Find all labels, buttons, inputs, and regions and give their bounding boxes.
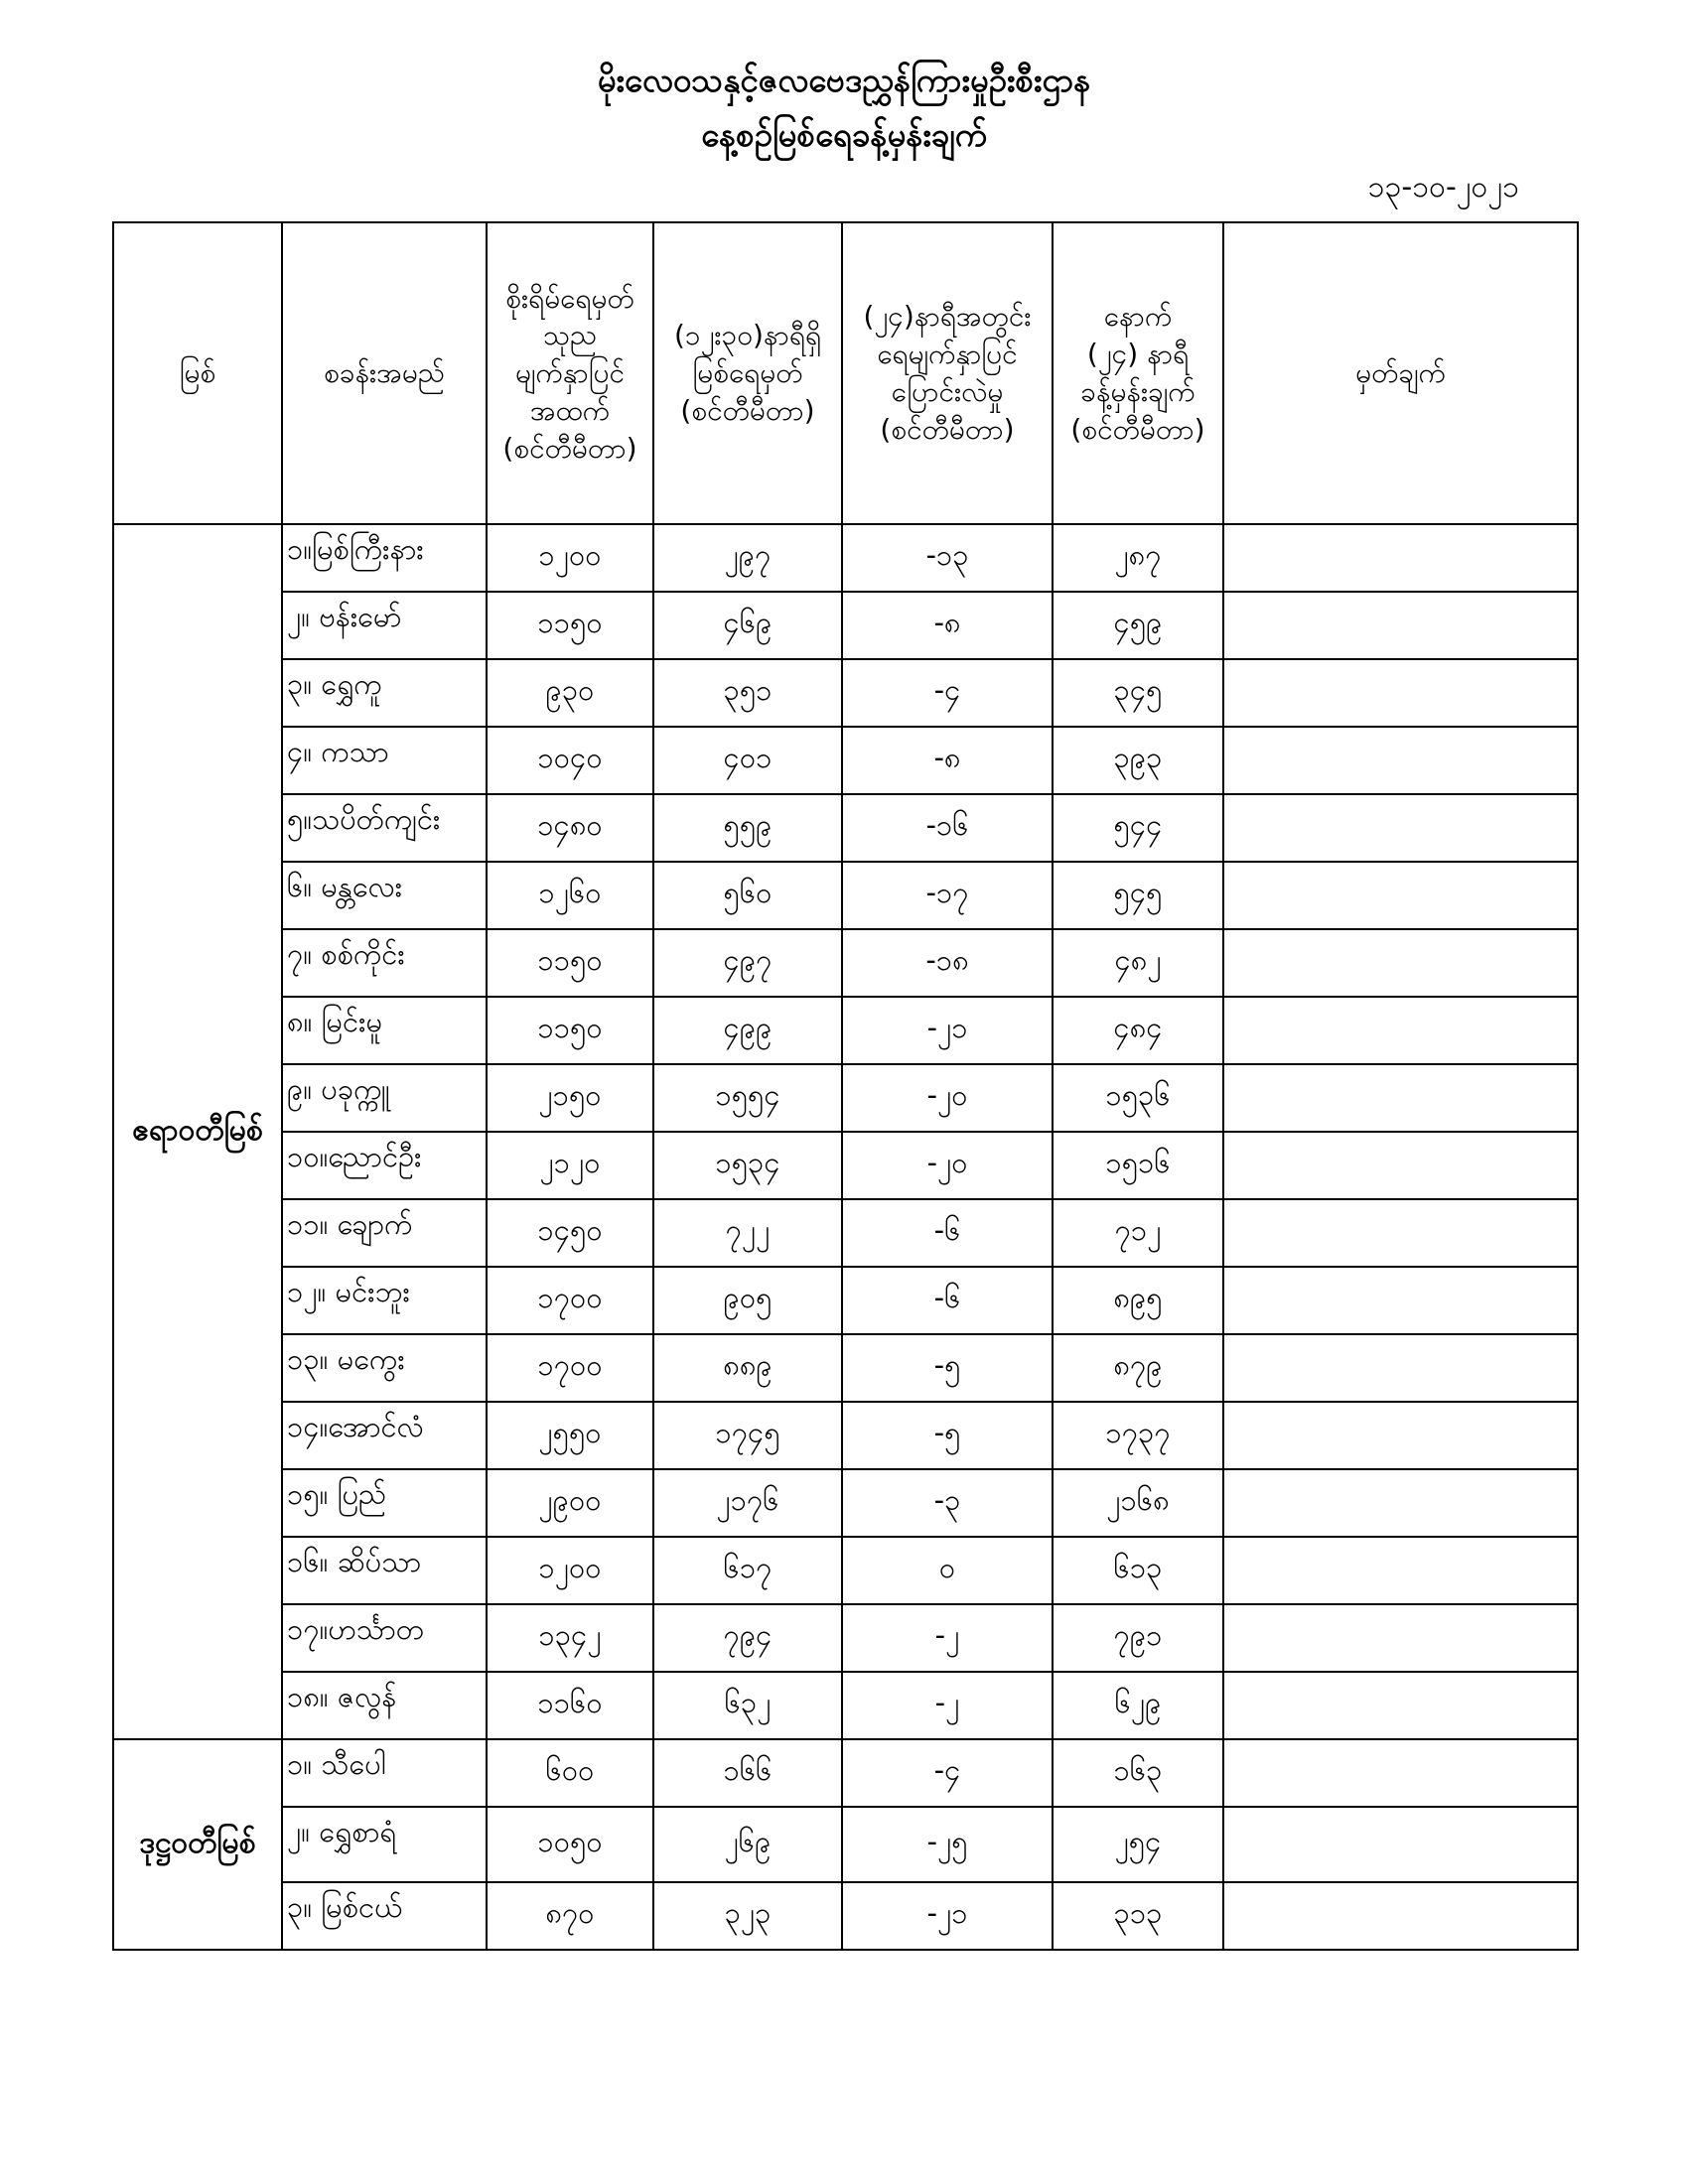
river-name: ဧရာဝတီမြစ် bbox=[113, 524, 282, 1739]
danger-level-cell: ၆၀၀ bbox=[487, 1739, 653, 1807]
table-row bbox=[113, 659, 1578, 727]
danger-level-cell: ၉၃၀ bbox=[487, 659, 653, 727]
remarks-cell bbox=[1223, 1199, 1578, 1267]
change-cell: -၂၀ bbox=[842, 1132, 1053, 1199]
station-name: ၁၄။အောင်လံ bbox=[282, 1402, 487, 1469]
remarks-cell bbox=[1223, 1469, 1578, 1537]
forecast-cell: ၇၉၁ bbox=[1053, 1604, 1223, 1672]
table-row bbox=[113, 1064, 1578, 1132]
remarks-cell bbox=[1223, 1604, 1578, 1672]
forecast-table bbox=[112, 221, 1579, 1951]
station-name: ၁၅။ ပြည် bbox=[282, 1469, 487, 1537]
change-cell: -၂ bbox=[842, 1672, 1053, 1739]
remarks-cell bbox=[1223, 1064, 1578, 1132]
water-level-cell: ၂၆၉ bbox=[653, 1807, 842, 1882]
forecast-cell: ၃၉၃ bbox=[1053, 727, 1223, 794]
water-level-cell: ၃၂၃ bbox=[653, 1882, 842, 1950]
danger-level-cell: ၁၁၅၀ bbox=[487, 592, 653, 659]
table-row bbox=[113, 727, 1578, 794]
remarks-cell bbox=[1223, 929, 1578, 997]
danger-level-cell: ၂၉၀၀ bbox=[487, 1469, 653, 1537]
water-level-cell: ၁၇၄၅ bbox=[653, 1402, 842, 1469]
water-level-cell: ၃၅၁ bbox=[653, 659, 842, 727]
table-row bbox=[113, 1604, 1578, 1672]
danger-level-cell: ၁၃၄၂ bbox=[487, 1604, 653, 1672]
station-name: ၉။ ပခုက္ကူ bbox=[282, 1064, 487, 1132]
header-remarks: မှတ်ချက် bbox=[1223, 222, 1578, 524]
table-row bbox=[113, 1267, 1578, 1334]
forecast-cell: ၁၆၃ bbox=[1053, 1739, 1223, 1807]
water-level-cell: ၄၀၁ bbox=[653, 727, 842, 794]
water-level-cell: ၄၉၉ bbox=[653, 997, 842, 1064]
page-subtitle: နေ့စဉ်မြစ်ရေခန့်မှန်းချက် bbox=[701, 115, 987, 154]
header-row bbox=[113, 222, 1578, 524]
remarks-cell bbox=[1223, 1334, 1578, 1402]
forecast-cell: ၅၄၅ bbox=[1053, 862, 1223, 929]
danger-level-cell: ၁၁၅၀ bbox=[487, 929, 653, 997]
forecast-cell: ၄၅၉ bbox=[1053, 592, 1223, 659]
change-cell: -၁၆ bbox=[842, 794, 1053, 862]
forecast-cell: ၇၁၂ bbox=[1053, 1199, 1223, 1267]
water-level-cell: ၂၁၇၆ bbox=[653, 1469, 842, 1537]
water-level-cell: ၄၉၇ bbox=[653, 929, 842, 997]
table-row bbox=[113, 1882, 1578, 1950]
remarks-cell bbox=[1223, 1672, 1578, 1739]
change-cell: -၅ bbox=[842, 1402, 1053, 1469]
danger-level-cell: ၁၁၅၀ bbox=[487, 997, 653, 1064]
station-name: ၁၁။ ချောက် bbox=[282, 1199, 487, 1267]
water-level-cell: ၅၆၀ bbox=[653, 862, 842, 929]
station-name: ၇။ စစ်ကိုင်း bbox=[282, 929, 487, 997]
header-danger-level: စိုးရိမ်ရေမှတ် သုည မျက်နှာပြင် အထက် (စင်တီမီတာ) bbox=[487, 222, 653, 524]
change-cell: -၈ bbox=[842, 727, 1053, 794]
station-name: ၄။ ကသာ bbox=[282, 727, 487, 794]
header-station: စခန်းအမည် bbox=[282, 222, 487, 524]
station-name: ၆။ မန္တလေး bbox=[282, 862, 487, 929]
remarks-cell bbox=[1223, 1882, 1578, 1950]
station-name: ၃။ ရွှေကူ bbox=[282, 659, 487, 727]
station-name: ၂။ ရွှေစာရံ bbox=[282, 1807, 487, 1882]
station-name: ၁၈။ ဇလွန် bbox=[282, 1672, 487, 1739]
station-name: ၁၆။ ဆိပ်သာ bbox=[282, 1537, 487, 1604]
station-name: ၁၂။ မင်းဘူး bbox=[282, 1267, 487, 1334]
river-name: ဒုဋ္ဌဝတီမြစ် bbox=[113, 1739, 282, 1950]
water-level-cell: ၆၁၇ bbox=[653, 1537, 842, 1604]
change-cell: -၂၀ bbox=[842, 1064, 1053, 1132]
station-name: ၃။ မြစ်ငယ် bbox=[282, 1882, 487, 1950]
danger-level-cell: ၂၅၅၀ bbox=[487, 1402, 653, 1469]
remarks-cell bbox=[1223, 1537, 1578, 1604]
table-row bbox=[113, 1672, 1578, 1739]
water-level-cell: ၈၈၉ bbox=[653, 1334, 842, 1402]
table-row bbox=[113, 929, 1578, 997]
header-river: မြစ် bbox=[113, 222, 282, 524]
danger-level-cell: ၁၂၀၀ bbox=[487, 524, 653, 592]
table-row bbox=[113, 1807, 1578, 1882]
remarks-cell bbox=[1223, 794, 1578, 862]
water-level-cell: ၄၆၉ bbox=[653, 592, 842, 659]
remarks-cell bbox=[1223, 1807, 1578, 1882]
table-row bbox=[113, 1402, 1578, 1469]
danger-level-cell: ၁၇၀၀ bbox=[487, 1334, 653, 1402]
station-name: ၁၀။ညောင်ဦး bbox=[282, 1132, 487, 1199]
table-row bbox=[113, 1469, 1578, 1537]
change-cell: -၂ bbox=[842, 1604, 1053, 1672]
table-row bbox=[113, 1132, 1578, 1199]
forecast-cell: ၃၁၃ bbox=[1053, 1882, 1223, 1950]
forecast-cell: ၅၄၄ bbox=[1053, 794, 1223, 862]
danger-level-cell: ၁၇၀၀ bbox=[487, 1267, 653, 1334]
remarks-cell bbox=[1223, 997, 1578, 1064]
change-cell: -၆ bbox=[842, 1267, 1053, 1334]
station-name: ၁။ သီပေါ bbox=[282, 1739, 487, 1807]
header-24h-change: (၂၄)နာရီအတွင်း ရေမျက်နှာပြင် ပြောင်းလဲမှု (စင်တီမီတာ) bbox=[842, 222, 1053, 524]
danger-level-cell: ၂၁၂၀ bbox=[487, 1132, 653, 1199]
table-row bbox=[113, 1537, 1578, 1604]
table-row bbox=[113, 1199, 1578, 1267]
water-level-cell: ၇၉၄ bbox=[653, 1604, 842, 1672]
forecast-cell: ၆၁၃ bbox=[1053, 1537, 1223, 1604]
water-level-cell: ၇၂၂ bbox=[653, 1199, 842, 1267]
table-row bbox=[113, 592, 1578, 659]
change-cell: -၃ bbox=[842, 1469, 1053, 1537]
change-cell: -၂၁ bbox=[842, 1882, 1053, 1950]
forecast-cell: ၂၅၄ bbox=[1053, 1807, 1223, 1882]
danger-level-cell: ၁၄၈၀ bbox=[487, 794, 653, 862]
forecast-cell: ၂၈၇ bbox=[1053, 524, 1223, 592]
water-level-cell: ၉၀၅ bbox=[653, 1267, 842, 1334]
danger-level-cell: ၁၄၅၀ bbox=[487, 1199, 653, 1267]
remarks-cell bbox=[1223, 524, 1578, 592]
danger-level-cell: ၁၂၀၀ bbox=[487, 1537, 653, 1604]
forecast-cell: ၃၄၅ bbox=[1053, 659, 1223, 727]
danger-level-cell: ၁၀၄၀ bbox=[487, 727, 653, 794]
report-date: ၁၃-၁၀-၂၀၂၁ bbox=[1367, 170, 1519, 205]
change-cell: -၁၈ bbox=[842, 929, 1053, 997]
forecast-cell: ၂၁၆၈ bbox=[1053, 1469, 1223, 1537]
change-cell: -၄ bbox=[842, 1739, 1053, 1807]
water-level-cell: ၁၅၅၄ bbox=[653, 1064, 842, 1132]
danger-level-cell: ၁၁၆၀ bbox=[487, 1672, 653, 1739]
water-level-cell: ၂၉၇ bbox=[653, 524, 842, 592]
change-cell: -၁၃ bbox=[842, 524, 1053, 592]
remarks-cell bbox=[1223, 1132, 1578, 1199]
table-row bbox=[113, 794, 1578, 862]
danger-level-cell: ၁၂၆၀ bbox=[487, 862, 653, 929]
forecast-cell: ၆၂၉ bbox=[1053, 1672, 1223, 1739]
station-name: ၅။သပိတ်ကျင်း bbox=[282, 794, 487, 862]
header-water-level: (၁၂း၃၀)နာရီရှိ မြစ်ရေမှတ် (စင်တီမီတာ) bbox=[653, 222, 842, 524]
table-row bbox=[113, 862, 1578, 929]
change-cell: ၀ bbox=[842, 1537, 1053, 1604]
change-cell: -၁၇ bbox=[842, 862, 1053, 929]
page-title: မိုးလေဝသနှင့်ဇလဗေဒညွှန်ကြားမှုဦးစီးဌာန bbox=[597, 61, 1091, 99]
remarks-cell bbox=[1223, 727, 1578, 794]
remarks-cell bbox=[1223, 592, 1578, 659]
forecast-cell: ၁၇၃၇ bbox=[1053, 1402, 1223, 1469]
table-row bbox=[113, 1739, 1578, 1807]
change-cell: -၈ bbox=[842, 592, 1053, 659]
forecast-cell: ၄၈၄ bbox=[1053, 997, 1223, 1064]
water-level-cell: ၁၆၆ bbox=[653, 1739, 842, 1807]
forecast-cell: ၁၅၃၆ bbox=[1053, 1064, 1223, 1132]
water-level-cell: ၁၅၃၄ bbox=[653, 1132, 842, 1199]
table-row bbox=[113, 1334, 1578, 1402]
change-cell: -၅ bbox=[842, 1334, 1053, 1402]
forecast-cell: ၁၅၁၆ bbox=[1053, 1132, 1223, 1199]
remarks-cell bbox=[1223, 1402, 1578, 1469]
remarks-cell bbox=[1223, 1267, 1578, 1334]
danger-level-cell: ၂၁၅၀ bbox=[487, 1064, 653, 1132]
table-row bbox=[113, 997, 1578, 1064]
station-name: ၁၇။ဟင်္သာတ bbox=[282, 1604, 487, 1672]
change-cell: -၂၁ bbox=[842, 997, 1053, 1064]
change-cell: -၄ bbox=[842, 659, 1053, 727]
forecast-cell: ၈၇၉ bbox=[1053, 1334, 1223, 1402]
remarks-cell bbox=[1223, 862, 1578, 929]
station-name: ၁။မြစ်ကြီးနား bbox=[282, 524, 487, 592]
forecast-cell: ၈၉၅ bbox=[1053, 1267, 1223, 1334]
change-cell: -၆ bbox=[842, 1199, 1053, 1267]
station-name: ၂။ ဗန်းမော် bbox=[282, 592, 487, 659]
danger-level-cell: ၈၇၀ bbox=[487, 1882, 653, 1950]
table-row bbox=[113, 524, 1578, 592]
station-name: ၈။ မြင်းမူ bbox=[282, 997, 487, 1064]
change-cell: -၂၅ bbox=[842, 1807, 1053, 1882]
water-level-cell: ၆၃၂ bbox=[653, 1672, 842, 1739]
header-forecast: နောက် (၂၄) နာရီ ခန့်မှန်းချက် (စင်တီမီတာ) bbox=[1053, 222, 1223, 524]
water-level-cell: ၅၅၉ bbox=[653, 794, 842, 862]
danger-level-cell: ၁၀၅၀ bbox=[487, 1807, 653, 1882]
forecast-cell: ၄၈၂ bbox=[1053, 929, 1223, 997]
station-name: ၁၃။ မကွေး bbox=[282, 1334, 487, 1402]
remarks-cell bbox=[1223, 659, 1578, 727]
remarks-cell bbox=[1223, 1739, 1578, 1807]
